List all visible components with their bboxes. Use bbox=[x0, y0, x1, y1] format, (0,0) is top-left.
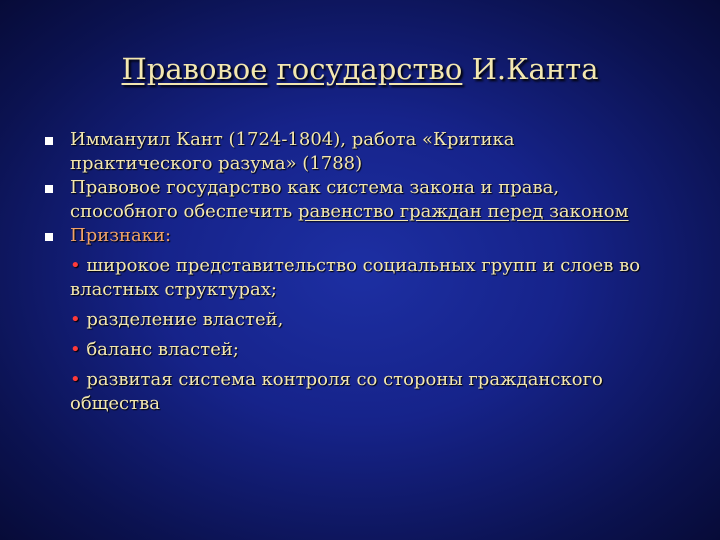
sub-item bbox=[0, 338, 670, 362]
sub-item bbox=[0, 308, 670, 332]
dot-bullet-icon: • bbox=[70, 309, 81, 330]
dot-bullet-icon: • bbox=[70, 369, 81, 390]
slide-content bbox=[0, 128, 720, 416]
sub-item bbox=[0, 368, 670, 416]
bullet-item-definition bbox=[0, 176, 630, 224]
slide-title bbox=[0, 52, 720, 86]
title-word-1: Правовое bbox=[121, 52, 268, 86]
bullet-text: Признаки: bbox=[70, 225, 172, 246]
dot-bullet-icon: • bbox=[70, 339, 81, 360]
bullet-item-kant bbox=[0, 128, 630, 176]
title-word-3: И.Канта bbox=[471, 52, 599, 86]
square-bullet-icon bbox=[45, 185, 53, 193]
bullet-text: Иммануил Кант (1724-1804), работа «Критика практического разума» (1788) bbox=[70, 129, 515, 174]
bullet-underlined-text: равенство граждан перед законом bbox=[297, 201, 629, 222]
bullet-text: Правовое государство как система закона и права, способного обеспечить bbox=[70, 177, 560, 222]
title-word-2: государство bbox=[276, 52, 463, 86]
sub-item-text: разделение властей, bbox=[80, 309, 284, 330]
dot-bullet-icon: • bbox=[70, 255, 81, 276]
sub-item-text: широкое представительство социальных групп и слоев во властных структурах; bbox=[70, 255, 641, 300]
square-bullet-icon bbox=[45, 233, 53, 241]
sub-item-text: баланс властей; bbox=[80, 339, 239, 360]
sub-item bbox=[0, 254, 670, 302]
square-bullet-icon bbox=[45, 137, 53, 145]
bullet-item-signs bbox=[0, 224, 630, 248]
sub-item-text: развитая система контроля со стороны гражданского общества bbox=[70, 369, 603, 414]
